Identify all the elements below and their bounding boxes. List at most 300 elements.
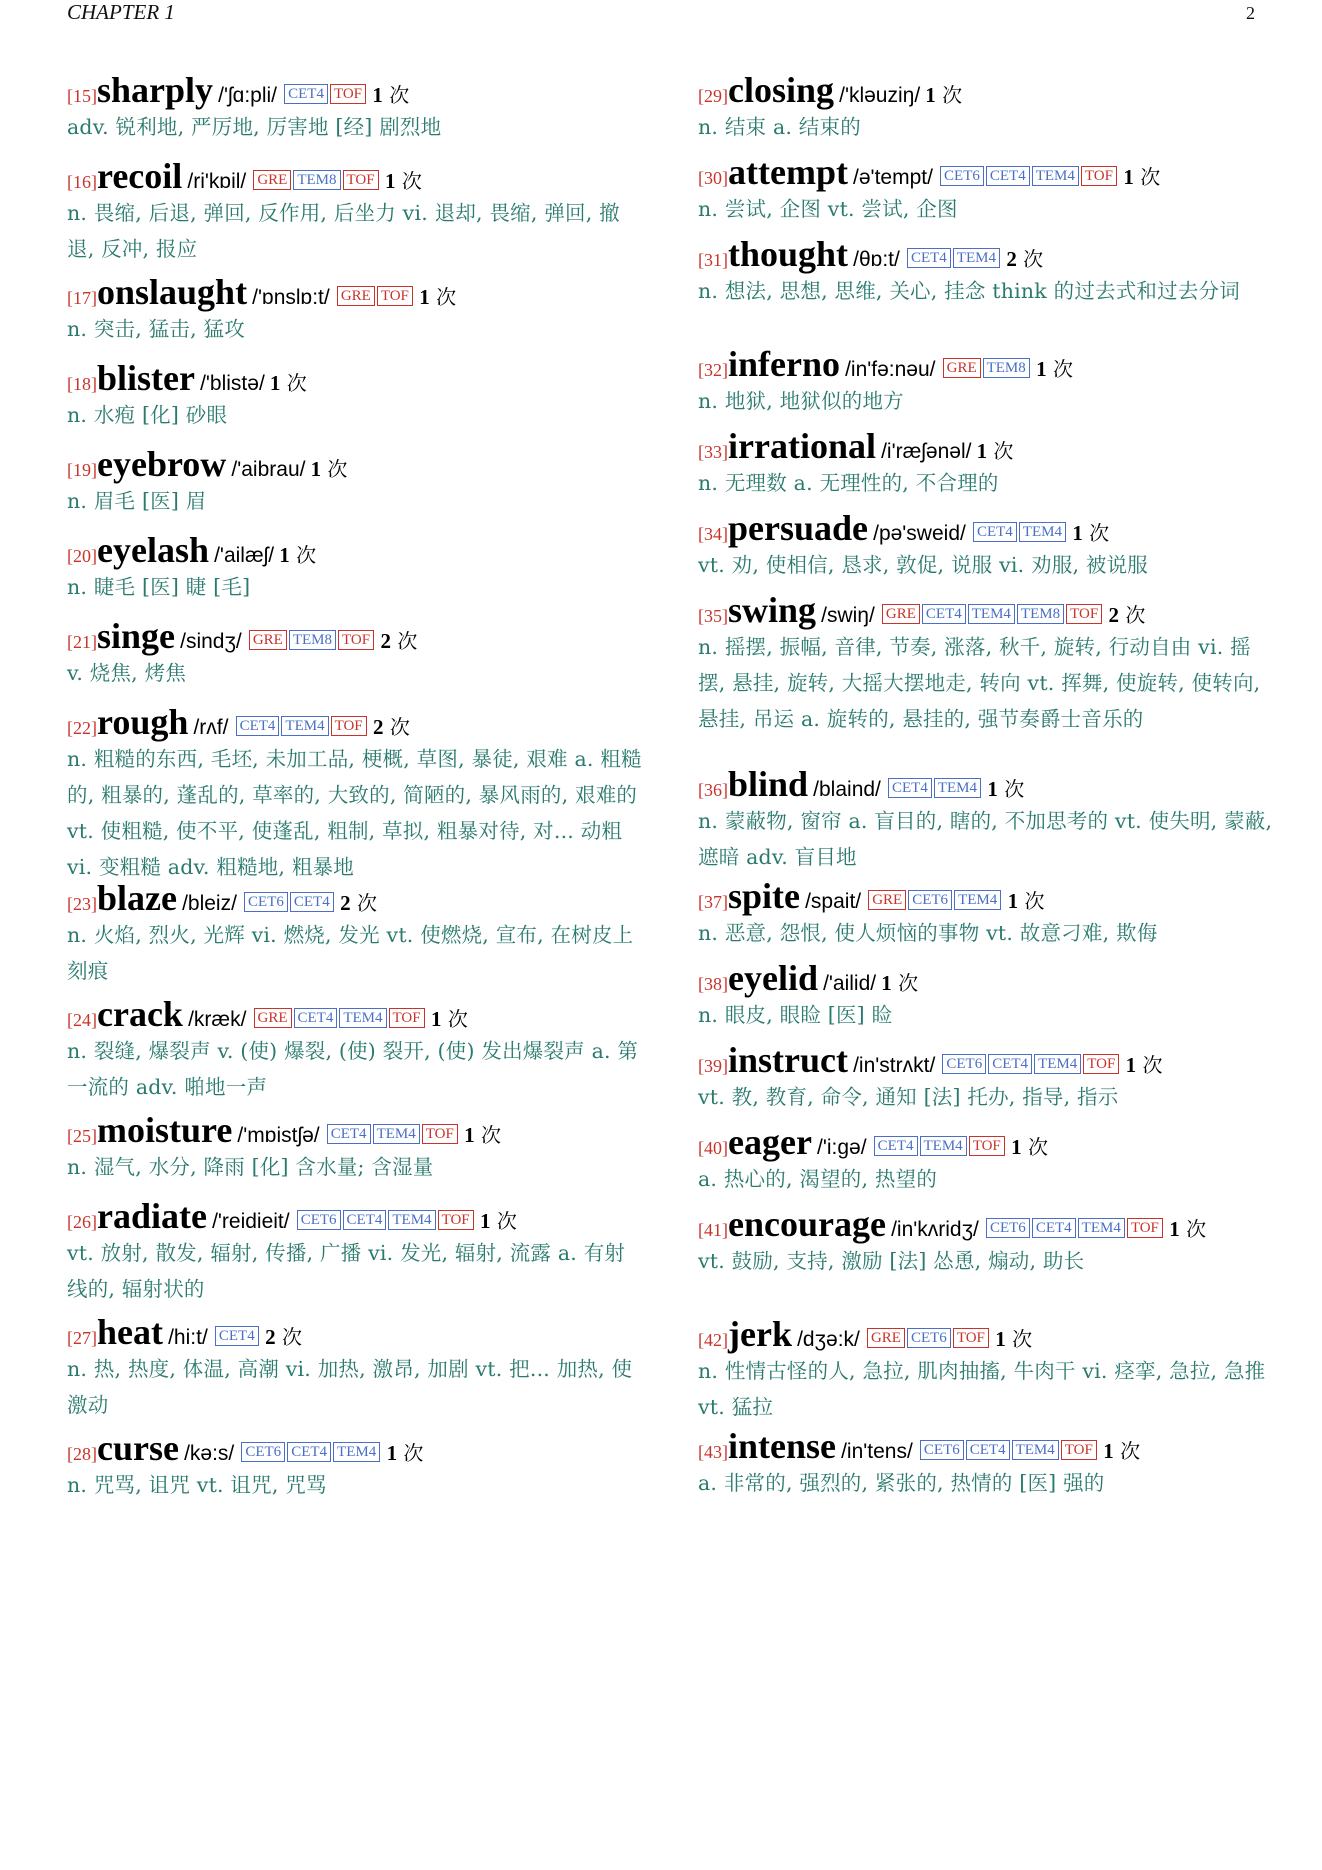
pronunciation: /'ʃɑ:pli/ — [218, 84, 278, 107]
exam-tag: TEM4 — [1032, 166, 1079, 186]
count-unit: 次 — [1027, 1135, 1048, 1159]
entry-headline — [698, 765, 1274, 803]
count-unit: 次 — [993, 439, 1014, 463]
count-number: 1 — [881, 971, 892, 995]
exam-tag: TOF — [1083, 1054, 1119, 1074]
chapter-title: CHAPTER 1 — [67, 0, 175, 24]
vocab-entry — [698, 1205, 1274, 1279]
exam-tag: TOF — [953, 1328, 989, 1348]
exam-tag: GRE — [943, 358, 981, 378]
entry-number: [23] — [67, 894, 97, 914]
count-unit: 次 — [1012, 1327, 1033, 1351]
exam-tag: TEM4 — [388, 1210, 435, 1230]
pronunciation: /'mɒistʃə/ — [237, 1124, 320, 1147]
entry-headline — [698, 591, 1274, 629]
pronunciation: /ə'tempt/ — [853, 166, 933, 189]
count-number: 1 — [987, 777, 998, 801]
headword: radiate — [97, 1196, 207, 1236]
count-unit: 次 — [1186, 1217, 1207, 1241]
pronunciation: /swiŋ/ — [821, 604, 875, 627]
entry-headline — [698, 877, 1274, 915]
entry-headline — [67, 445, 642, 483]
pronunciation: /rʌf/ — [193, 716, 229, 739]
exam-tag: TEM4 — [339, 1008, 386, 1028]
entry-number: [37] — [698, 892, 728, 912]
definition: n. 恶意, 怨恨, 使人烦恼的事物 vt. 故意刁难, 欺侮 — [698, 921, 1158, 945]
exam-tag: TOF — [389, 1008, 425, 1028]
entry-headline — [67, 273, 642, 311]
entry-headline — [698, 1315, 1274, 1353]
exam-tag: CET4 — [922, 604, 966, 624]
headword: rough — [97, 702, 189, 742]
count-unit: 次 — [296, 543, 317, 567]
entry-number: [31] — [698, 250, 728, 270]
count-number: 1 — [310, 457, 322, 481]
count-number: 1 — [1103, 1439, 1114, 1463]
exam-tag: CET4 — [294, 1008, 338, 1028]
vocab-entry — [67, 1429, 642, 1503]
entry-number: [22] — [67, 718, 97, 738]
vocab-entry — [698, 959, 1274, 1033]
count-number: 1 — [1036, 357, 1047, 381]
entry-number: [27] — [67, 1328, 97, 1348]
exam-tag: TEM4 — [333, 1442, 380, 1462]
pronunciation: /bleiz/ — [182, 892, 237, 915]
exam-tag: TEM4 — [373, 1124, 420, 1144]
exam-tag: CET6 — [244, 892, 288, 912]
frequency-count — [1066, 521, 1109, 545]
count-number: 1 — [419, 285, 430, 309]
entry-headline — [67, 1429, 642, 1467]
exam-tag: TEM4 — [968, 604, 1015, 624]
entry-number: [28] — [67, 1444, 97, 1464]
entry-number: [24] — [67, 1010, 97, 1030]
headword: blaze — [97, 878, 177, 918]
entry-headline — [698, 153, 1274, 191]
headword: eyelid — [728, 958, 818, 998]
headword: eyebrow — [97, 444, 227, 484]
entry-number: [33] — [698, 442, 728, 462]
headword: persuade — [728, 508, 869, 548]
frequency-count — [311, 457, 348, 481]
entry-headline — [67, 157, 642, 195]
vocab-entry — [698, 345, 1274, 419]
entry-headline — [698, 427, 1274, 465]
exam-tag: CET6 — [942, 1054, 986, 1074]
definition: n. 裂缝, 爆裂声 v. (使) 爆裂, (使) 裂开, (使) 发出爆裂声 a. 第一流的 adv. 啪地一声 — [67, 1039, 639, 1099]
count-unit: 次 — [356, 891, 377, 915]
exam-tag: CET4 — [986, 166, 1030, 186]
entry-number: [35] — [698, 606, 728, 626]
exam-tag: TEM4 — [920, 1136, 967, 1156]
exam-tag: CET4 — [236, 716, 280, 736]
count-number: 2 — [373, 715, 384, 739]
count-unit: 次 — [397, 629, 418, 653]
count-unit: 次 — [1023, 247, 1044, 271]
entry-number: [18] — [67, 374, 97, 394]
definition: n. 性情古怪的人, 急拉, 肌肉抽搐, 牛肉干 vi. 痉挛, 急拉, 急推 vt. 猛拉 — [698, 1359, 1266, 1419]
vocab-entry — [698, 591, 1274, 737]
exam-tag: CET4 — [287, 1442, 331, 1462]
pronunciation: /ri'kɒil/ — [187, 170, 247, 193]
exam-tag: CET4 — [290, 892, 334, 912]
pronunciation: /spait/ — [805, 890, 862, 913]
definition: n. 火焰, 烈火, 光辉 vi. 燃烧, 发光 vt. 使燃烧, 宣布, 在树皮上刻痕 — [67, 923, 634, 983]
headword: jerk — [728, 1314, 792, 1354]
pronunciation: /kə:s/ — [184, 1442, 235, 1465]
exam-tag: CET4 — [215, 1326, 259, 1346]
headword: inferno — [728, 344, 840, 384]
count-number: 1 — [386, 1441, 398, 1465]
exam-tag: TEM4 — [954, 890, 1001, 910]
exam-tag: CET6 — [297, 1210, 341, 1230]
headword: singe — [97, 616, 176, 656]
entry-headline — [698, 509, 1274, 547]
headword: recoil — [97, 156, 183, 196]
exam-tag: CET4 — [343, 1210, 387, 1230]
count-unit: 次 — [1120, 1439, 1141, 1463]
definition: vt. 鼓励, 支持, 激励 [法] 怂恿, 煽动, 助长 — [698, 1249, 1085, 1273]
entry-headline — [698, 1123, 1274, 1161]
entry-headline — [67, 995, 642, 1033]
pronunciation: /hi:t/ — [168, 1326, 208, 1349]
headword: attempt — [728, 152, 848, 192]
headword: encourage — [728, 1204, 886, 1244]
exam-tag: TOF — [1061, 1440, 1097, 1460]
frequency-count — [413, 285, 456, 309]
entry-number: [41] — [698, 1220, 728, 1240]
exam-tag: TOF — [1081, 166, 1117, 186]
vocab-entry — [698, 1041, 1274, 1115]
exam-tag: CET4 — [988, 1054, 1032, 1074]
entry-number: [38] — [698, 974, 728, 994]
entry-number: [21] — [67, 632, 97, 652]
frequency-count — [977, 439, 1014, 463]
definition: n. 无理数 a. 无理性的, 不合理的 — [698, 471, 999, 495]
count-unit: 次 — [327, 457, 348, 481]
entry-number: [42] — [698, 1330, 728, 1350]
entry-headline — [67, 71, 642, 109]
count-unit: 次 — [389, 83, 410, 107]
headword: irrational — [728, 426, 876, 466]
count-unit: 次 — [496, 1209, 517, 1233]
vocab-entry — [67, 1197, 642, 1307]
vocab-entry — [67, 273, 642, 347]
frequency-count — [1001, 889, 1044, 913]
frequency-count — [366, 83, 409, 107]
vocab-entry — [698, 877, 1274, 951]
count-number: 1 — [1169, 1217, 1180, 1241]
entry-headline — [698, 1427, 1274, 1465]
frequency-count — [989, 1327, 1032, 1351]
pronunciation: /i'ræʃənəl/ — [881, 440, 972, 463]
definition: n. 摇摆, 振幅, 音律, 节奏, 涨落, 秋千, 旋转, 行动自由 vi. 摇摆, 悬挂, 旋转, 大摇大摆地走, 转向 vt. 挥舞, 使旋转, 使转向, 悬挂, 吊运 a. 旋转的, 悬挂的, 强节奏爵士音乐的 — [698, 635, 1261, 731]
definition: n. 咒骂, 诅咒 vt. 诅咒, 咒骂 — [67, 1473, 327, 1497]
pronunciation: /'i:gə/ — [817, 1136, 867, 1159]
vocab-entry — [67, 617, 642, 691]
exam-tag: CET4 — [973, 522, 1017, 542]
exam-tag: GRE — [867, 1328, 905, 1348]
frequency-count — [1117, 165, 1160, 189]
entry-headline — [67, 703, 642, 741]
frequency-count — [367, 715, 410, 739]
entry-number: [17] — [67, 288, 97, 308]
vocab-entry — [698, 1315, 1274, 1425]
count-unit: 次 — [1142, 1053, 1163, 1077]
exam-tag: TEM4 — [281, 716, 328, 736]
pronunciation: /in'fə:nəu/ — [845, 358, 936, 381]
vocab-entry — [67, 531, 642, 605]
count-number: 1 — [279, 543, 290, 567]
count-number: 1 — [925, 83, 936, 107]
entry-number: [34] — [698, 524, 728, 544]
count-unit: 次 — [1140, 165, 1161, 189]
headword: spite — [728, 876, 800, 916]
definition: n. 地狱, 地狱似的地方 — [698, 389, 904, 413]
headword: sharply — [97, 70, 214, 110]
entry-number: [15] — [67, 86, 97, 106]
pronunciation: /'ɒnslɒ:t/ — [252, 286, 330, 309]
headword: onslaught — [97, 272, 248, 312]
count-unit: 次 — [942, 83, 963, 107]
pronunciation: /in'strʌkt/ — [853, 1054, 936, 1077]
entry-number: [43] — [698, 1442, 728, 1462]
exam-tag: TOF — [331, 716, 367, 736]
count-number: 1 — [269, 371, 281, 395]
count-unit: 次 — [1004, 777, 1025, 801]
count-unit: 次 — [1089, 521, 1110, 545]
pronunciation: /in'tens/ — [841, 1440, 913, 1463]
frequency-count — [1102, 603, 1145, 627]
frequency-count — [380, 1441, 423, 1465]
frequency-count — [334, 891, 377, 915]
vocab-entry — [698, 509, 1274, 583]
exam-tag: CET4 — [888, 778, 932, 798]
exam-tag: CET4 — [284, 84, 328, 104]
exam-tag: TOF — [330, 84, 366, 104]
count-unit: 次 — [447, 1007, 468, 1031]
count-unit: 次 — [898, 971, 919, 995]
count-unit: 次 — [389, 715, 410, 739]
exam-tag: CET4 — [327, 1124, 371, 1144]
vocab-entry — [67, 1111, 642, 1185]
exam-tag: CET4 — [874, 1136, 918, 1156]
frequency-count — [425, 1007, 468, 1031]
headword: heat — [97, 1312, 163, 1352]
exam-tag: CET4 — [966, 1440, 1010, 1460]
frequency-count — [279, 543, 316, 567]
entry-headline — [67, 531, 642, 569]
count-unit: 次 — [281, 1325, 302, 1349]
definition: n. 畏缩, 后退, 弹回, 反作用, 后坐力 vi. 退却, 畏缩, 弹回, 撤退, 反冲, 报应 — [67, 201, 620, 261]
frequency-count — [881, 971, 918, 995]
frequency-count — [925, 83, 962, 107]
vocab-entry — [698, 235, 1274, 309]
count-unit: 次 — [403, 1441, 424, 1465]
definition: n. 粗糙的东西, 毛坯, 未加工品, 梗概, 草图, 暴徒, 艰难 a. 粗糙的, 粗暴的, 蓬乱的, 草率的, 大致的, 简陋的, 暴风雨的, 艰难的 vt. 使粗糙, 使不平, 使蓬乱, 粗制, 草拟, 粗暴对待, 对... 动粗 vi. 变粗糙 adv. 粗糙地, 粗暴地 — [67, 747, 642, 879]
entry-number: [29] — [698, 86, 728, 106]
exam-tag: TEM8 — [293, 170, 340, 190]
definition: vt. 放射, 散发, 辐射, 传播, 广播 vi. 发光, 辐射, 流露 a. 有射线的, 辐射状的 — [67, 1241, 626, 1301]
entry-headline — [698, 1205, 1274, 1243]
exam-tag: TOF — [343, 170, 379, 190]
definition: adv. 锐利地, 严厉地, 厉害地 [经] 剧烈地 — [67, 115, 442, 139]
exam-tag: TEM8 — [983, 358, 1030, 378]
entry-number: [20] — [67, 546, 97, 566]
count-number: 2 — [1006, 247, 1017, 271]
exam-tag: TOF — [1127, 1218, 1163, 1238]
headword: eyelash — [97, 530, 209, 570]
frequency-count — [1005, 1135, 1048, 1159]
entry-headline — [67, 1111, 642, 1149]
pronunciation: /'blistə/ — [200, 372, 265, 395]
definition: n. 突击, 猛击, 猛攻 — [67, 317, 245, 341]
exam-tag: TOF — [1066, 604, 1102, 624]
exam-tag: GRE — [868, 890, 906, 910]
vocab-entry — [67, 157, 642, 267]
definition: n. 尝试, 企图 vt. 尝试, 企图 — [698, 197, 958, 221]
frequency-count — [1030, 357, 1073, 381]
count-number: 1 — [372, 83, 383, 107]
exam-tag: GRE — [249, 630, 287, 650]
frequency-count — [474, 1209, 517, 1233]
headword: thought — [728, 234, 849, 274]
pronunciation: /kræk/ — [188, 1008, 247, 1031]
count-number: 1 — [995, 1327, 1006, 1351]
pronunciation: /'kləuziŋ/ — [839, 84, 921, 107]
headword: blister — [97, 358, 195, 398]
entry-number: [25] — [67, 1126, 97, 1146]
count-number: 1 — [1007, 889, 1019, 913]
exam-tag: GRE — [882, 604, 920, 624]
exam-tag: TOF — [422, 1124, 458, 1144]
exam-tag: TOF — [377, 286, 413, 306]
exam-tag: CET4 — [1032, 1218, 1076, 1238]
exam-tag: TEM8 — [1017, 604, 1064, 624]
entry-number: [19] — [67, 460, 97, 480]
exam-tag: TEM4 — [1019, 522, 1066, 542]
definition: n. 湿气, 水分, 降雨 [化] 含水量; 含湿量 — [67, 1155, 434, 1179]
entry-number: [32] — [698, 360, 728, 380]
pronunciation: /'reidieit/ — [212, 1210, 290, 1233]
headword: instruct — [728, 1040, 848, 1080]
frequency-count — [270, 371, 307, 395]
vocab-entry — [698, 71, 1274, 145]
exam-tag: TEM4 — [1078, 1218, 1125, 1238]
vocab-entry — [67, 359, 642, 433]
pronunciation: /blaind/ — [813, 778, 881, 801]
count-unit: 次 — [401, 169, 422, 193]
vocab-entry — [67, 995, 642, 1105]
exam-tag: TEM8 — [289, 630, 336, 650]
entry-headline — [698, 71, 1274, 109]
page-header — [67, 0, 1255, 30]
entry-headline — [67, 879, 642, 917]
entry-number: [39] — [698, 1056, 728, 1076]
vocab-entry — [698, 1123, 1274, 1197]
definition: n. 蒙蔽物, 窗帘 a. 盲目的, 瞎的, 不加思考的 vt. 使失明, 蒙蔽, 遮暗 adv. 盲目地 — [698, 809, 1273, 869]
entry-headline — [698, 1041, 1274, 1079]
frequency-count — [981, 777, 1024, 801]
count-number: 1 — [464, 1123, 475, 1147]
exam-tag: GRE — [253, 170, 291, 190]
count-number: 1 — [384, 169, 396, 193]
headword: crack — [97, 994, 183, 1034]
exam-tag: TEM4 — [953, 248, 1000, 268]
frequency-count — [259, 1325, 302, 1349]
headword: swing — [728, 590, 817, 630]
entry-number: [16] — [67, 172, 97, 192]
entry-number: [36] — [698, 780, 728, 800]
count-unit: 次 — [436, 285, 457, 309]
headword: curse — [97, 1428, 179, 1468]
entry-headline — [698, 345, 1274, 383]
headword: eager — [728, 1122, 812, 1162]
definition: v. 烧焦, 烤焦 — [67, 661, 187, 685]
count-number: 1 — [1125, 1053, 1137, 1077]
exam-tag: TOF — [969, 1136, 1005, 1156]
exam-tag: GRE — [254, 1008, 292, 1028]
entry-headline — [67, 359, 642, 397]
count-number: 2 — [340, 891, 351, 915]
vocab-entry — [698, 765, 1274, 875]
definition: n. 眼皮, 眼睑 [医] 睑 — [698, 1003, 893, 1027]
vocab-entry — [67, 445, 642, 519]
definition: n. 想法, 思想, 思维, 关心, 挂念 think 的过去式和过去分词 — [698, 279, 1240, 303]
count-unit: 次 — [481, 1123, 502, 1147]
count-number: 1 — [976, 439, 988, 463]
headword: blind — [728, 764, 809, 804]
entry-headline — [67, 617, 642, 655]
pronunciation: /dʒə:k/ — [797, 1328, 860, 1351]
definition: vt. 劝, 使相信, 恳求, 敦促, 说服 vi. 劝服, 被说服 — [698, 553, 1149, 577]
vocab-entry — [698, 1427, 1274, 1501]
exam-tag: TOF — [338, 630, 374, 650]
count-number: 1 — [1011, 1135, 1022, 1159]
entry-number: [30] — [698, 168, 728, 188]
frequency-count — [374, 629, 417, 653]
definition: n. 眉毛 [医] 眉 — [67, 489, 207, 513]
pronunciation: /'ailæʃ/ — [214, 544, 275, 567]
entry-number: [26] — [67, 1212, 97, 1232]
exam-tag: TEM4 — [934, 778, 981, 798]
definition: n. 睫毛 [医] 睫 [毛] — [67, 575, 251, 599]
count-number: 2 — [1108, 603, 1120, 627]
pronunciation: /θɒ:t/ — [853, 248, 900, 271]
entry-headline — [67, 1197, 642, 1235]
exam-tag: CET6 — [241, 1442, 285, 1462]
frequency-count — [379, 169, 422, 193]
count-unit: 次 — [1053, 357, 1073, 381]
exam-tag: CET6 — [986, 1218, 1030, 1238]
headword: closing — [728, 70, 835, 110]
count-number: 1 — [1123, 165, 1134, 189]
exam-tag: CET6 — [920, 1440, 964, 1460]
frequency-count — [1119, 1053, 1162, 1077]
exam-tag: CET6 — [907, 1328, 951, 1348]
definition: a. 非常的, 强烈的, 紧张的, 热情的 [医] 强的 — [698, 1471, 1105, 1495]
entry-headline — [698, 959, 1274, 997]
count-number: 1 — [480, 1209, 491, 1233]
pronunciation: /in'kʌridʒ/ — [891, 1218, 979, 1241]
exam-tag: TOF — [438, 1210, 474, 1230]
exam-tag: TEM4 — [1034, 1054, 1081, 1074]
count-number: 2 — [265, 1325, 276, 1349]
definition: n. 结束 a. 结束的 — [698, 115, 861, 139]
headword: intense — [728, 1426, 836, 1466]
frequency-count — [458, 1123, 501, 1147]
count-number: 1 — [1072, 521, 1083, 545]
